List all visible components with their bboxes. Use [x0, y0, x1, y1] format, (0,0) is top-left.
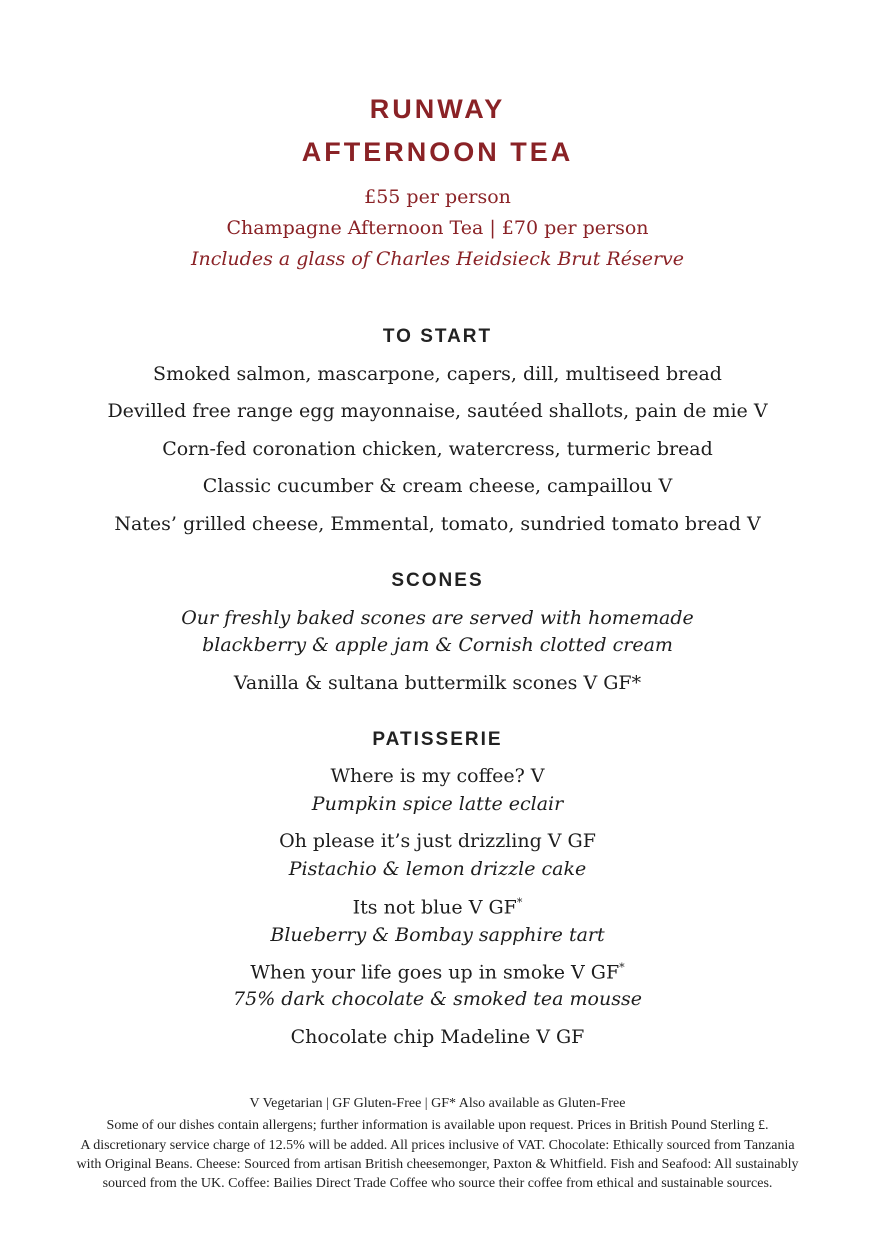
patisserie-item-row [0, 961, 875, 983]
footer-line: A discretionary service charge of 12.5% will be added. All prices inclusive of VAT. Chocolate: Ethically sourced from Tanzania [80, 1138, 795, 1153]
gf-asterisk: * [516, 896, 523, 909]
price-per-person: £55 per person [364, 186, 511, 208]
patisserie-item-name: When your life goes up in smoke V GF [250, 961, 620, 984]
section-heading-to-start: TO START [382, 326, 493, 347]
menu-item: Smoked salmon, mascarpone, capers, dill, multiseed bread [153, 363, 722, 385]
menu-item: Corn-fed coronation chicken, watercress, turmeric bread [162, 438, 713, 460]
menu-item: Devilled free range egg mayonnaise, sautéed shallots, pain de mie V [107, 400, 768, 422]
menu-item: Nates’ grilled cheese, Emmental, tomato, sundried tomato bread V [114, 513, 761, 535]
patisserie-item-name: Where is my coffee? V [330, 765, 545, 787]
dietary-legend: V Vegetarian | GF Gluten-Free | GF* Also available as Gluten-Free [249, 1096, 626, 1111]
section-heading-scones: SCONES [391, 570, 484, 591]
section-heading-patisserie: PATISSERIE [372, 729, 503, 750]
patisserie-item-name: Its not blue V GF [352, 896, 517, 919]
scones-description-line2: blackberry & apple jam & Cornish clotted cream [202, 634, 673, 656]
footer-line: Some of our dishes contain allergens; further information is available upon request. Prices in British Pound Sterling £. [106, 1118, 769, 1133]
menu-title-line1: RUNWAY [369, 94, 506, 124]
scones-description-line1: Our freshly baked scones are served with homemade [181, 607, 694, 629]
footer-line: with Original Beans. Cheese: Sourced from artisan British cheesemonger, Paxton & Whitfield. Fish and Seafood: All sustainably [76, 1157, 799, 1172]
patisserie-item-desc: Blueberry & Bombay sapphire tart [270, 924, 605, 946]
gf-asterisk: * [619, 961, 625, 974]
patisserie-item-name: Chocolate chip Madeline V GF [290, 1026, 585, 1048]
patisserie-item-row [0, 896, 875, 918]
menu-title-line2: AFTERNOON TEA [301, 137, 574, 167]
champagne-price: Champagne Afternoon Tea | £70 per person [226, 217, 649, 239]
champagne-note: Includes a glass of Charles Heidsieck Brut Réserve [190, 248, 685, 270]
patisserie-item-desc: Pistachio & lemon drizzle cake [288, 858, 587, 880]
menu-item: Classic cucumber & cream cheese, campaillou V [202, 475, 673, 497]
menu-item: Vanilla & sultana buttermilk scones V GF* [233, 672, 642, 694]
footer-line: sourced from the UK. Coffee: Bailies Direct Trade Coffee who source their coffee from ethical and sustainable sources. [102, 1176, 773, 1191]
patisserie-item-name: Oh please it’s just drizzling V GF [279, 830, 596, 852]
patisserie-item-desc: 75% dark chocolate & smoked tea mousse [233, 988, 642, 1010]
patisserie-item-desc: Pumpkin spice latte eclair [311, 793, 564, 815]
